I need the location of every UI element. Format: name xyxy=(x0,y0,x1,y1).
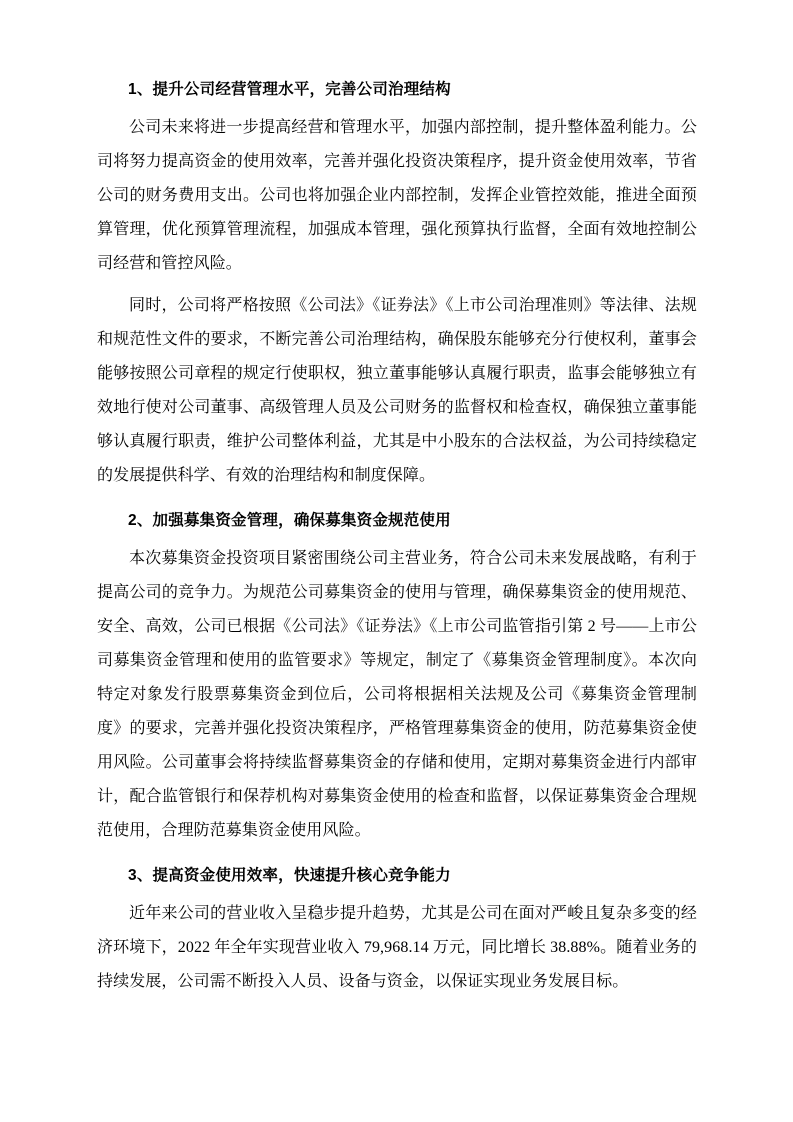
section-heading: 1、提升公司经营管理水平，完善公司治理结构 xyxy=(128,81,451,98)
section-paragraph: 公司未来将进一步提高经营和管理水平，加强内部控制，提升整体盈利能力。公司将努力提高资金的使用效率，完善并强化投资决策程序，提升资金使用效率，节省公司的财务费用支出。公司也将加强企业内部控制，发挥企业管控效能，推进全面预算管理，优化预算管理流程，加强成本管理，强化预算执行监督，全面有效地控制公司经营和管控风险。 xyxy=(97,119,697,273)
section-paragraph: 同时，公司将严格按照《公司法》《证券法》《上市公司治理准则》等法律、法规和规范性文件的要求，不断完善公司治理结构，确保股东能够充分行使权利，董事会能够按照公司章程的规定行使职权，独立董事能够认真履行职责，监事会能够独立有效地行使对公司董事、高级管理人员及公司财务的监督权和检查权，确保独立董事能够认真履行职责，维护公司整体利益，尤其是中小股东的合法权益，为公司持续稳定的发展提供科学、有效的治理结构和制度保障。 xyxy=(97,297,697,485)
document-body xyxy=(97,78,697,1001)
section-paragraph: 近年来公司的营业收入呈稳步提升趋势，尤其是公司在面对严峻且复杂多变的经济环境下，2022 年全年实现营业收入 79,968.14 万元，同比增长 38.88%。随着业务的持续发展，公司需不断投入人员、设备与资金，以保证实现业务发展目标。 xyxy=(97,905,697,991)
section-heading: 2、加强募集资金管理，确保募集资金规范使用 xyxy=(128,512,451,530)
section-2 xyxy=(97,509,697,848)
section-3 xyxy=(97,864,697,999)
section-1 xyxy=(97,78,697,493)
section-paragraph: 本次募集资金投资项目紧密围绕公司主营业务，符合公司未来发展战略，有利于提高公司的竞争力。为规范公司募集资金的使用与管理，确保募集资金的使用规范、安全、高效，公司已根据《公司法》《证券法》《上市公司监管指引第 2 号——上市公司募集资金管理和使用的监管要求》等规定，制定了《募集资金管理制度》。本次向特定对象发行股票募集资金到位后，公司将根据相关法规及公司《募集资金管理制度》的要求，完善并强化投资决策程序，严格管理募集资金的使用，防范募集资金使用风险。公司董事会将持续监督募集资金的存储和使用，定期对募集资金进行内部审计，配合监管银行和保荐机构对募集资金使用的检查和监督，以保证募集资金合理规范使用，合理防范募集资金使用风险。 xyxy=(97,550,697,840)
section-heading: 3、提高资金使用效率，快速提升核心竞争能力 xyxy=(128,867,451,885)
